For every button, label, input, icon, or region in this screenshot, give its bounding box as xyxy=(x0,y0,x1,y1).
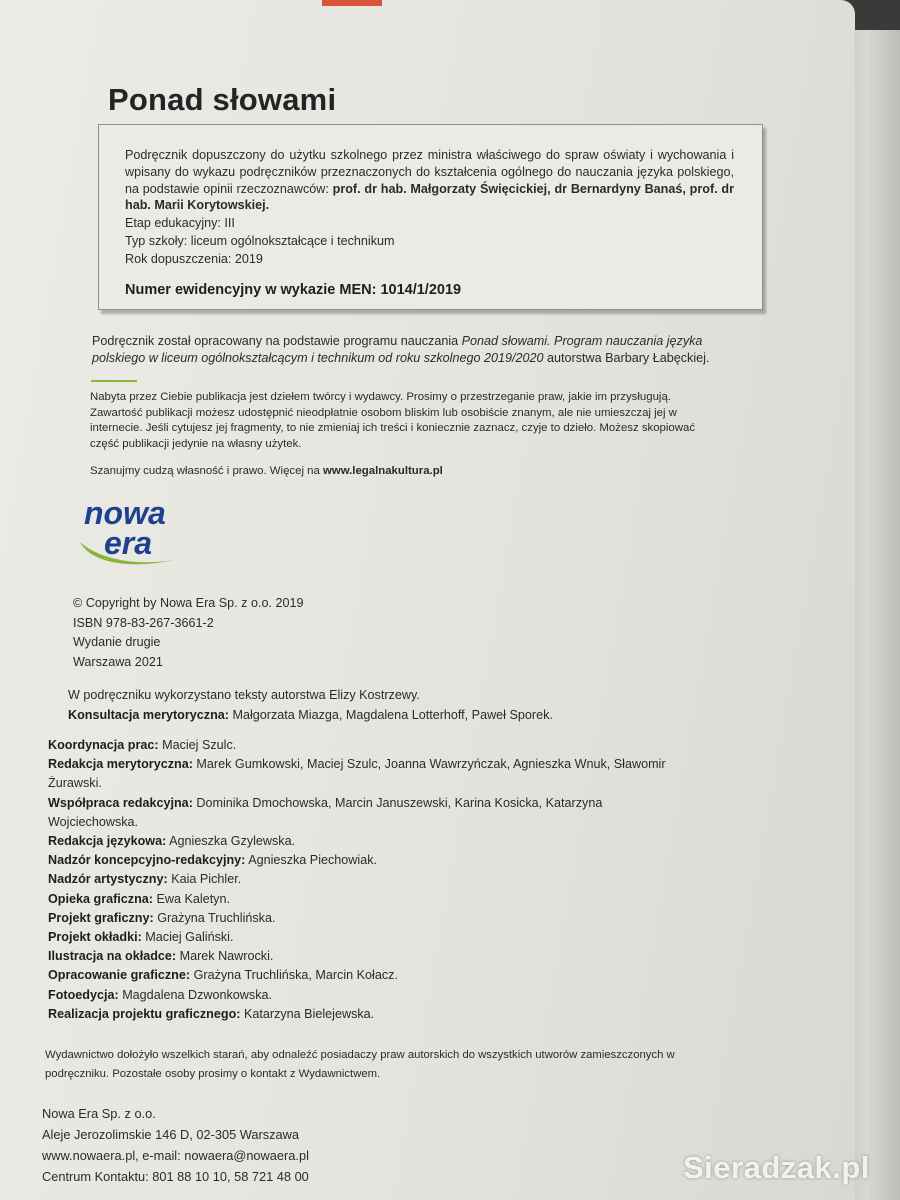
consultation-value: Małgorzata Miazga, Magdalena Lotterhoff, Paweł Sporek. xyxy=(232,707,553,722)
texts-credits xyxy=(68,686,688,725)
credit-value: Agnieszka Gzylewska. xyxy=(169,834,296,849)
approval-box xyxy=(98,124,763,310)
credit-label: Koordynacja prac: xyxy=(48,738,159,752)
program-title: Ponad słowami. Program nauczania języka polskiego w liceum ogólnokształcącym i technikum od roku szkolnego 2019/2020 xyxy=(92,334,703,365)
site-watermark: Sieradzak.pl xyxy=(683,1150,870,1185)
consultation-credit xyxy=(68,706,688,726)
rights-holders-notice: Wydawnictwo dołożyło wszelkich starań, aby odnaleźć posiadaczy praw autorskich do wszystkich utworów zamieszczonych w podręczniku. Pozostałe osoby prosimy o kontakt z Wydawnictwem. xyxy=(45,1049,675,1080)
credit-row xyxy=(48,966,668,985)
credit-value: Grażyna Truchlińska, Marcin Kołacz. xyxy=(193,968,398,983)
credit-label: Realizacja projektu graficznego: xyxy=(48,1006,241,1021)
credit-value: Marek Nawrocki. xyxy=(179,949,274,964)
publisher-contact-phone: Centrum Kontaktu: 801 88 10 10, 58 721 48 00 xyxy=(42,1169,309,1184)
credit-row xyxy=(48,986,668,1005)
credit-row xyxy=(48,851,668,870)
credit-row xyxy=(48,755,668,793)
school-type: Typ szkoły: liceum ogólnokształcące i technikum xyxy=(125,233,395,248)
green-divider xyxy=(91,380,137,382)
credit-label: Nadzór artystyczny: xyxy=(48,872,168,887)
credit-row xyxy=(48,794,668,832)
legal-site-link[interactable]: www.legalnakultura.pl xyxy=(322,465,443,478)
credit-value: Dominika Dmochowska, Marcin Januszewski, Karina Kosicka, Katarzyna Wojciechowska. xyxy=(48,795,603,829)
credit-row xyxy=(48,947,668,966)
nowa-era-logo xyxy=(78,496,188,576)
texts-author-note: W podręczniku wykorzystano teksty autorstwa Elizy Kostrzewy. xyxy=(68,688,420,702)
credit-label: Projekt okładki: xyxy=(48,930,142,945)
registration-number: Numer ewidencyjny w wykazie MEN: 1014/1/2019 xyxy=(125,281,462,298)
staff-credits xyxy=(48,736,668,1024)
credit-row xyxy=(48,832,668,851)
publisher-address xyxy=(42,1103,309,1187)
credit-label: Redakcja merytoryczna: xyxy=(48,757,193,772)
nowa-era-logo-graphic xyxy=(78,496,188,576)
logo-word-era: era xyxy=(104,525,153,561)
credit-label: Opieka graficzna: xyxy=(48,891,153,906)
isbn-line: ISBN 978-83-267-3661-2 xyxy=(73,615,214,630)
credit-label: Fotoedycja: xyxy=(48,987,119,1002)
cover-strip xyxy=(322,0,382,6)
credit-value: Grażyna Truchlińska. xyxy=(157,910,276,925)
credit-label: Nadzór koncepcyjno-redakcyjny: xyxy=(48,853,246,868)
credit-row xyxy=(48,736,668,755)
education-stage: Etap edukacyjny: III xyxy=(125,216,235,231)
legal-respect xyxy=(90,464,710,480)
program-suffix: autorstwa Barbary Łabęckiej. xyxy=(547,351,710,365)
logo-word-nowa: nowa xyxy=(84,496,166,531)
credit-value: Magdalena Dzwonkowska. xyxy=(122,987,272,1002)
credit-value: Agnieszka Piechowiak. xyxy=(248,853,377,868)
credit-value: Ewa Kaletyn. xyxy=(156,891,230,906)
publisher-web-email[interactable]: www.nowaera.pl, e-mail: nowaera@nowaera.pl xyxy=(42,1148,309,1163)
credit-value: Kaia Pichler. xyxy=(171,872,242,887)
credit-row xyxy=(48,870,668,889)
credit-value: Katarzyna Bielejewska. xyxy=(243,1006,375,1021)
legal-text: Nabyta przez Ciebie publikacja jest dziełem twórcy i wydawcy. Prosimy o przestrzeganie praw, jakie im przysługują. Zawartość publikacji możesz udostępnić nieodpłatnie osobom bliskim lub osobiście znanym, ale nie umieszczaj jej w internecie. Jeśli cytujesz jej fragmenty, to nie zmieniaj ich treści i koniecznie zaznacz, czyje to dzieło. Możesz skopiować część publikacji jedynie na własny użytek. xyxy=(90,391,696,450)
credit-row xyxy=(48,928,668,947)
credit-label: Ilustracja na okładce: xyxy=(48,949,177,964)
credit-row xyxy=(48,1005,668,1024)
credit-label: Redakcja językowa: xyxy=(48,834,167,849)
consultation-label: Konsultacja merytoryczna: xyxy=(68,707,229,722)
approval-year: Rok dopuszczenia: 2019 xyxy=(125,251,263,266)
credit-value: Maciej Szulc. xyxy=(162,738,237,752)
approval-text xyxy=(125,147,734,214)
approval-reviewers: prof. dr hab. Małgorzaty Święcickiej, dr Bernardyny Banaś, prof. dr hab. Marii Korytowskiej. xyxy=(125,181,735,213)
publisher-street: Aleje Jerozolimskie 146 D, 02-305 Warszawa xyxy=(42,1127,299,1142)
bibliographic-info xyxy=(73,594,304,672)
legal-notice xyxy=(90,390,710,480)
book-title: Ponad słowami xyxy=(108,82,337,117)
edition-line: Wydanie drugie xyxy=(73,635,161,649)
approval-intro: Podręcznik dopuszczony do użytku szkolnego przez ministra właściwego do spraw oświaty i wychowania i wpisany do wykazu podręczników przeznaczonych do kształcenia ogólnego do nauczania języka polskiego, na podstawie opinii rzeczoznawców: xyxy=(125,148,734,196)
credit-label: Opracowanie graficzne: xyxy=(48,968,191,983)
credit-row xyxy=(48,909,668,928)
copyright-line: © Copyright by Nowa Era Sp. z o.o. 2019 xyxy=(73,596,304,610)
credit-row xyxy=(48,890,668,909)
place-year-line: Warszawa 2021 xyxy=(73,654,163,669)
credit-label: Współpraca redakcyjna: xyxy=(48,795,193,810)
credit-value: Maciej Galiński. xyxy=(145,930,234,945)
program-note xyxy=(92,333,752,367)
legal-respect-text: Szanujmy cudzą własność i prawo. Więcej na xyxy=(90,465,320,478)
credit-value: Marek Gumkowski, Maciej Szulc, Joanna Wawrzyńczak, Agnieszka Wnuk, Sławomir Żurawski. xyxy=(48,757,666,791)
publisher-name: Nowa Era Sp. z o.o. xyxy=(42,1106,156,1121)
program-prefix: Podręcznik został opracowany na podstawie programu nauczania xyxy=(92,334,459,348)
credit-label: Projekt graficzny: xyxy=(48,910,154,925)
